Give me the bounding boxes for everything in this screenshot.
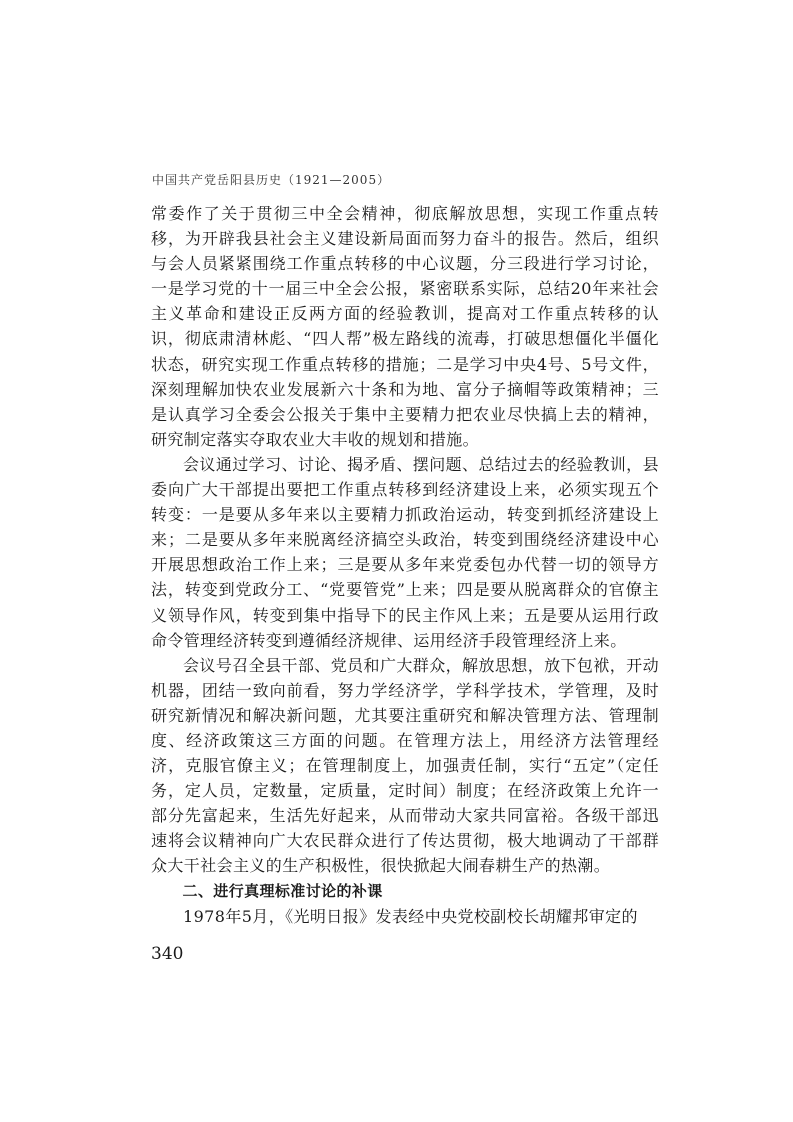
paragraph-continuation: 常委作了关于贯彻三中全会精神，彻底解放思想，实现工作重点转移，为开辟我县社会主义建设新局面而努力奋斗的报告。然后，组织与会人员紧紧围绕工作重点转移的中心议题，分三段进行学习讨论，一是学习党的十一届三中全会公报，紧密联系实际，总结20年来社会主义革命和建设正反两方面的经验教训，提高对工作重点转移的认识，彻底肃清林彪、“四人帮”极左路线的流毒，打破思想僵化半僵化状态，研究实现工作重点转移的措施；二是学习中央4号、5号文件，深刻理解加快农业发展新六十条和为地、富分子摘帽等政策精神；三是认真学习全委会公报关于集中主要精力把农业尽快搞上去的精神，研究制定落实夺取农业大丰收的规划和措施。 bbox=[151, 204, 659, 449]
paragraph-truth-criterion: 1978年5月，《光明日报》发表经中央党校副校长胡耀邦审定的 bbox=[183, 906, 638, 926]
page-number: 340 bbox=[151, 944, 184, 964]
body-text bbox=[151, 201, 659, 929]
section-heading: 二、进行真理标准讨论的补课 bbox=[182, 881, 383, 900]
paragraph-call-to-action: 会议号召全县干部、党员和广大群众，解放思想，放下包袱，开动机器，团结一致向前看，努力学经济学，学科学技术，学管理，及时研究新情况和解决新问题，尤其要注重研究和解决管理方法、管理制度、经济政策这三方面的问题。在管理方法上，用经济方法管理经济，克服官僚主义；在管理制度上，加强责任制，实行“五定”（定任务，定人员，定数量，定质量，定时间）制度；在经济政策上允许一部分先富起来，生活先好起来，从而带动大家共同富裕。各级干部迅速将会议精神向广大农民群众进行了传达贯彻，极大地调动了干部群众大干社会主义的生产积极性，很快掀起大闹春耕生产的热潮。 bbox=[151, 655, 659, 876]
paragraph-five-transformations: 会议通过学习、讨论、揭矛盾、摆问题、总结过去的经验教训，县委向广大干部提出要把工作重点转移到经济建设上来，必须实现五个转变：一是要从多年来以主要精力抓政治运动，转变到抓经济建设上来；二是要从多年来脱离经济搞空头政治，转变到围绕经济建设中心开展思想政治工作上来；三是要从多年来党委包办代替一切的领导方法，转变到党政分工、“党要管党”上来；四是要从脱离群众的官僚主义领导作风，转变到集中指导下的民主作风上来；五是要从运用行政命令管理经济转变到遵循经济规律、运用经济手段管理经济上来。 bbox=[151, 454, 659, 650]
running-header: 中国共产党岳阳县历史（1921—2005） bbox=[152, 173, 391, 187]
